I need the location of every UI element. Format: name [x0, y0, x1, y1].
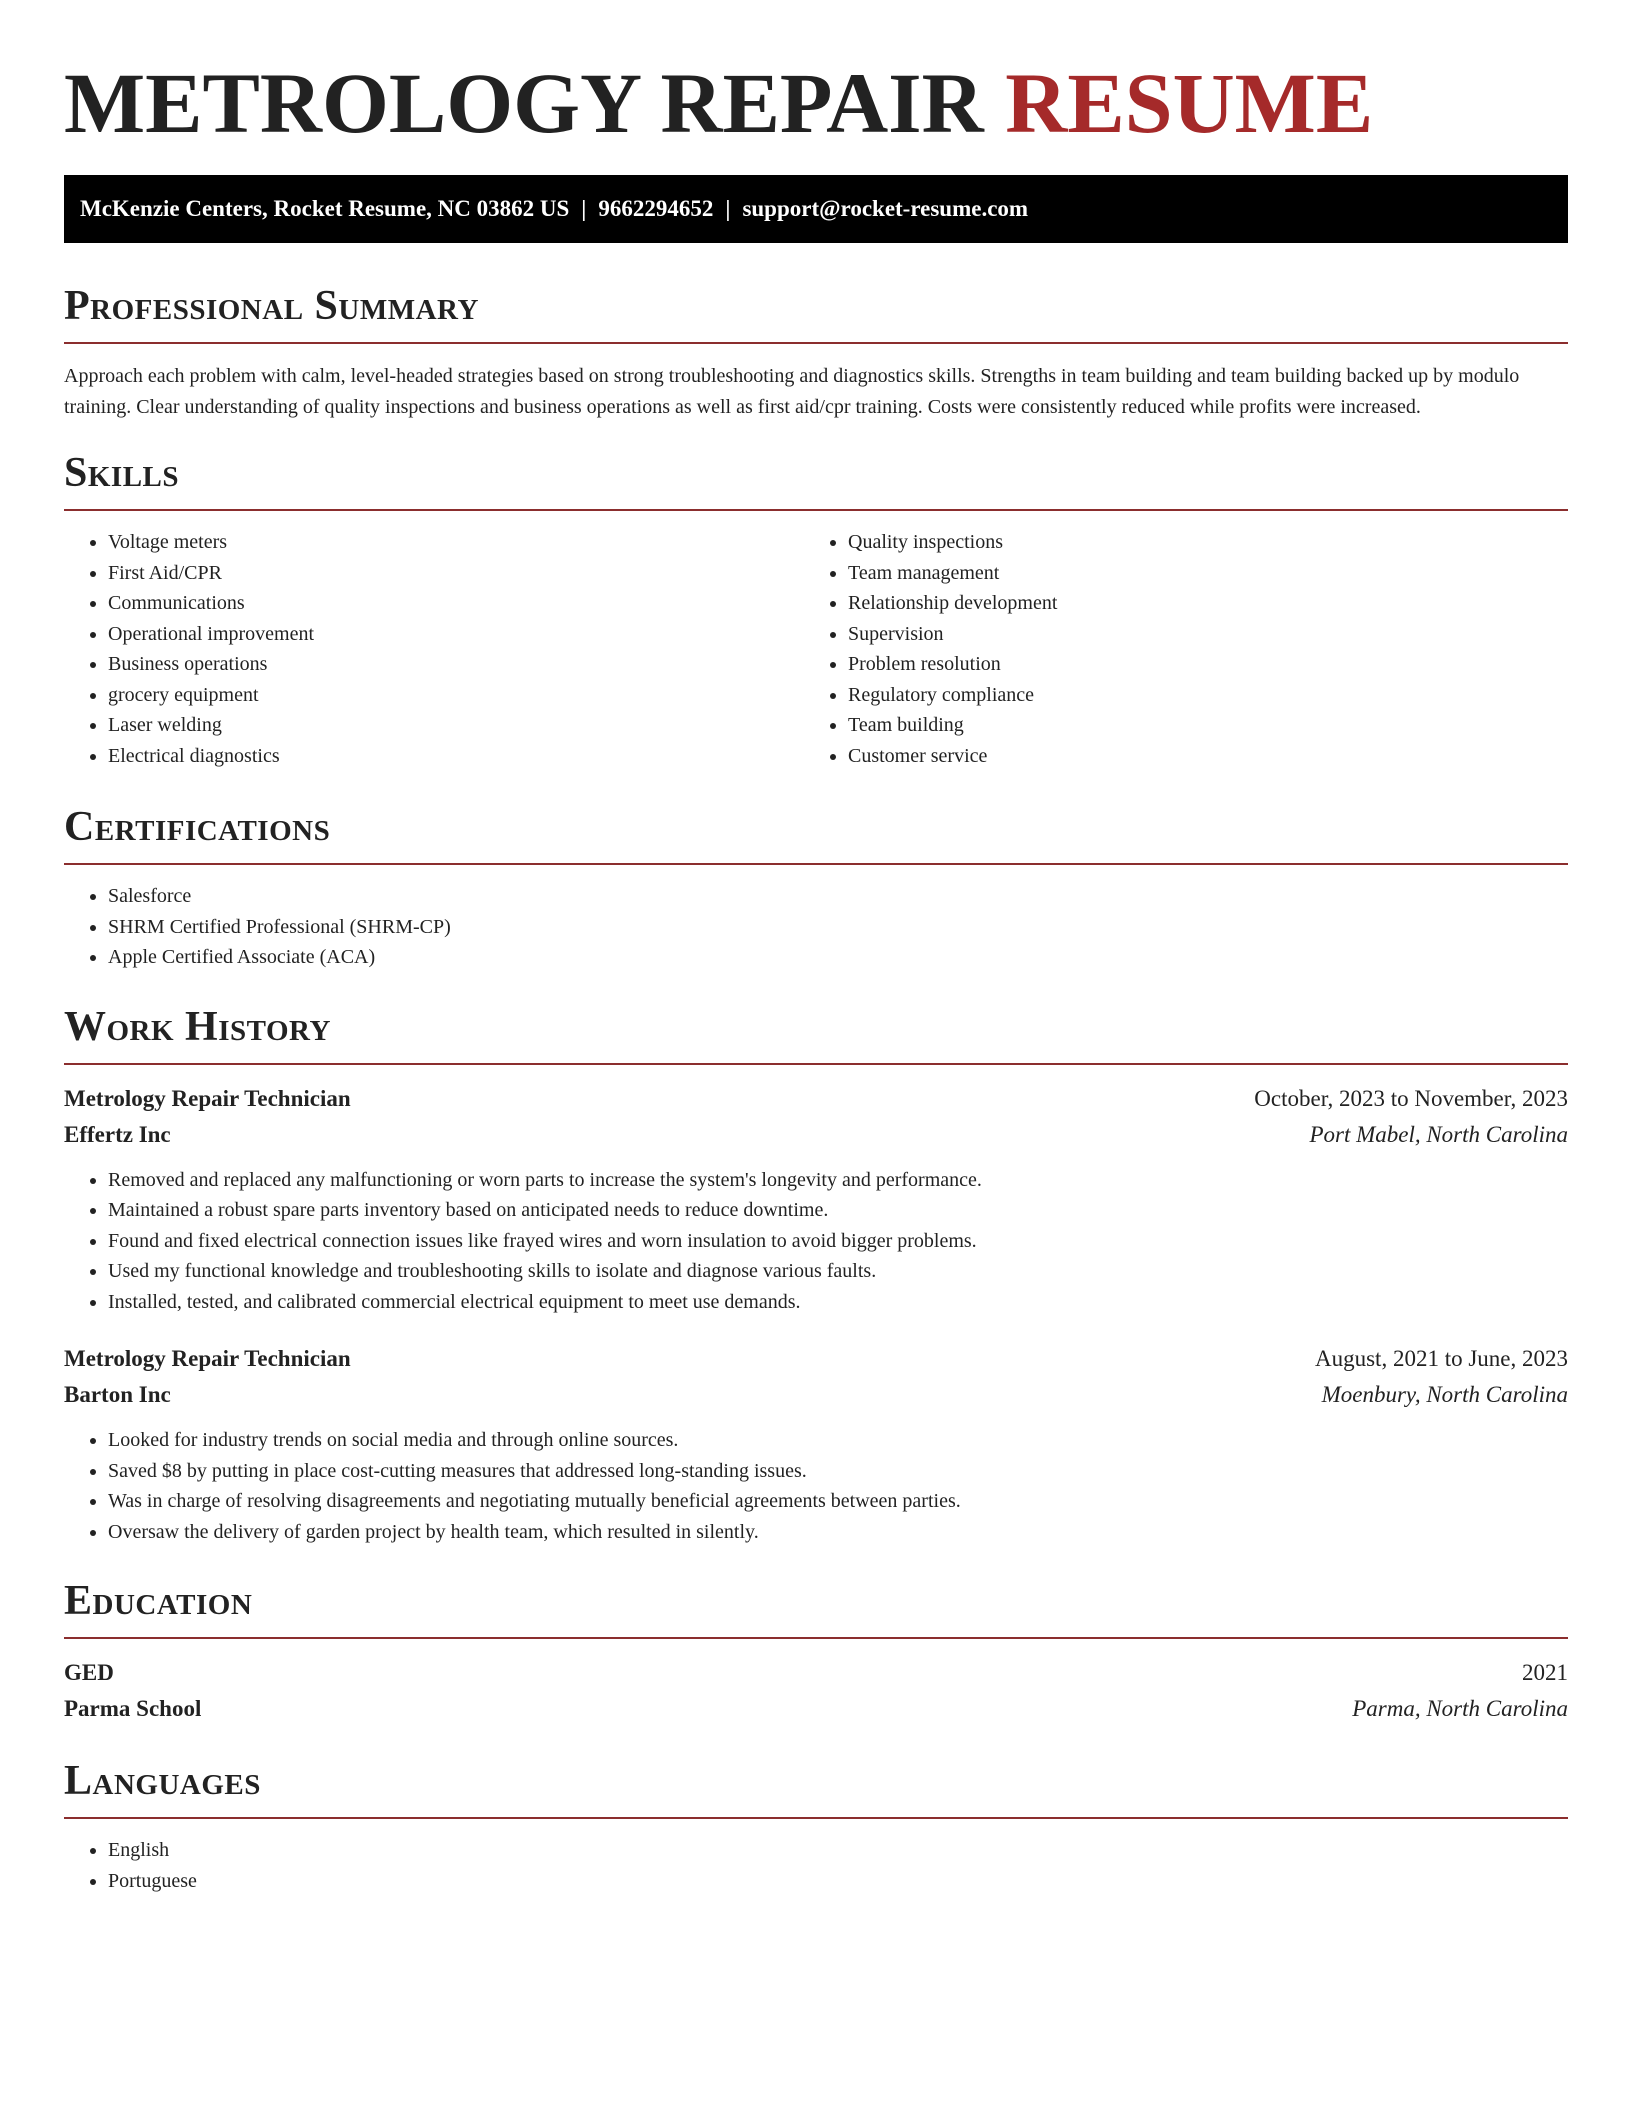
job-title: Metrology Repair Technician	[64, 1346, 351, 1371]
job-company-row	[64, 1117, 1568, 1153]
skills-section	[64, 447, 1568, 771]
contact-separator: |	[725, 196, 731, 221]
languages-heading: Languages	[64, 1758, 261, 1804]
skill-item: • Problem resolution	[848, 649, 1544, 680]
education-heading: Education	[64, 1578, 253, 1624]
job-company: Effertz Inc	[64, 1121, 171, 1147]
job-bullet: • Oversaw the delivery of garden project by health team, which resulted in silently.	[108, 1517, 1568, 1548]
job-bullets	[64, 1425, 1568, 1547]
education-location: Parma, North Carolina	[1352, 1696, 1568, 1721]
job-company: Barton Inc	[64, 1382, 171, 1407]
skills-column-right	[804, 527, 1544, 771]
education-school-row	[64, 1691, 1568, 1727]
skills-heading: Skills	[64, 450, 180, 496]
summary-heading: Professional Summary	[64, 283, 479, 329]
job-bullet: • Installed, tested, and calibrated commercial electrical equipment to meet use demands.	[108, 1287, 1568, 1318]
section-divider	[64, 1817, 1568, 1819]
work-history-section	[64, 1001, 1568, 1548]
section-divider	[64, 342, 1568, 344]
skill-item: • Laser welding	[108, 710, 804, 741]
job-company-row	[64, 1377, 1568, 1413]
job-entry	[64, 1081, 1568, 1318]
skill-item: • Quality inspections	[848, 527, 1544, 558]
education-degree-row	[64, 1655, 1568, 1691]
certifications-heading: Certifications	[64, 804, 331, 850]
skill-item: • Relationship development	[848, 588, 1544, 619]
skills-list-left	[64, 527, 804, 771]
job-header-row	[64, 1081, 1568, 1117]
job-entry	[64, 1341, 1568, 1547]
job-dates: October, 2023 to November, 2023	[1254, 1085, 1568, 1111]
job-title: Metrology Repair Technician	[64, 1085, 351, 1111]
job-location: Moenbury, North Carolina	[1321, 1382, 1568, 1407]
contact-email[interactable]: support@rocket-resume.com	[742, 196, 1029, 221]
skills-column-left	[64, 527, 804, 771]
skill-item: • Regulatory compliance	[848, 680, 1544, 711]
education-year: 2021	[1522, 1660, 1568, 1685]
education-degree: GED	[64, 1660, 114, 1685]
contact-separator: |	[581, 196, 587, 221]
contact-bar	[64, 175, 1568, 243]
title-main: METROLOGY REPAIR	[64, 55, 984, 151]
section-divider	[64, 1637, 1568, 1639]
resume-title	[64, 0, 1568, 151]
job-header-row	[64, 1341, 1568, 1377]
education-section	[64, 1575, 1568, 1727]
languages-section	[64, 1755, 1568, 1896]
summary-text: Approach each problem with calm, level-headed strategies based on strong troubleshooting and diagnostics skills. Strengths in team building and team building backed up by modulo training. Clear understanding of quality inspections and business operations as well as first aid/cpr training. Costs were consistently reduced while profits were increased.	[64, 365, 1520, 418]
skill-item: • grocery equipment	[108, 680, 804, 711]
job-bullets	[64, 1165, 1568, 1318]
summary-section	[64, 280, 1568, 423]
job-dates: August, 2021 to June, 2023	[1315, 1346, 1568, 1371]
certifications-list	[64, 881, 1568, 973]
job-bullet: • Removed and replaced any malfunctioning or worn parts to increase the system's longevity and performance.	[108, 1165, 1568, 1196]
contact-phone[interactable]: 9662294652	[598, 196, 714, 221]
skill-item: • Electrical diagnostics	[108, 741, 804, 772]
certification-item: • Salesforce	[108, 881, 1568, 912]
skill-item: • Business operations	[108, 649, 804, 680]
title-accent: RESUME	[1005, 55, 1374, 151]
certifications-section	[64, 801, 1568, 973]
skill-item: • Voltage meters	[108, 527, 804, 558]
language-item: • Portuguese	[108, 1866, 1568, 1897]
skill-item: • Communications	[108, 588, 804, 619]
languages-list	[64, 1835, 1568, 1896]
skills-grid	[64, 527, 1568, 771]
certification-item: • Apple Certified Associate (ACA)	[108, 942, 1568, 973]
skill-item: • Team management	[848, 558, 1544, 589]
certification-item: • SHRM Certified Professional (SHRM-CP)	[108, 912, 1568, 943]
section-divider	[64, 863, 1568, 865]
skills-list-right	[804, 527, 1544, 771]
job-bullet: • Used my functional knowledge and troubleshooting skills to isolate and diagnose various faults.	[108, 1256, 1568, 1287]
job-bullet: • Saved $8 by putting in place cost-cutting measures that addressed long-standing issues.	[108, 1456, 1568, 1487]
education-school: Parma School	[64, 1696, 202, 1721]
job-bullet: • Looked for industry trends on social media and through online sources.	[108, 1425, 1568, 1456]
section-divider	[64, 1063, 1568, 1065]
job-bullet: • Was in charge of resolving disagreements and negotiating mutually beneficial agreements between parties.	[108, 1486, 1568, 1517]
job-location: Port Mabel, North Carolina	[1309, 1121, 1568, 1147]
skill-item: • Supervision	[848, 619, 1544, 650]
job-bullet: • Maintained a robust spare parts inventory based on anticipated needs to reduce downtime.	[108, 1195, 1568, 1226]
work-history-heading: Work History	[64, 1003, 331, 1050]
skill-item: • Operational improvement	[108, 619, 804, 650]
education-entry	[64, 1655, 1568, 1727]
section-divider	[64, 509, 1568, 511]
job-bullet: • Found and fixed electrical connection issues like frayed wires and worn insulation to avoid bigger problems.	[108, 1226, 1568, 1257]
language-item: • English	[108, 1835, 1568, 1866]
skill-item: • Team building	[848, 710, 1544, 741]
skill-item: • First Aid/CPR	[108, 558, 804, 589]
skill-item: • Customer service	[848, 741, 1544, 772]
contact-address: McKenzie Centers, Rocket Resume, NC 03862 US	[80, 196, 570, 221]
